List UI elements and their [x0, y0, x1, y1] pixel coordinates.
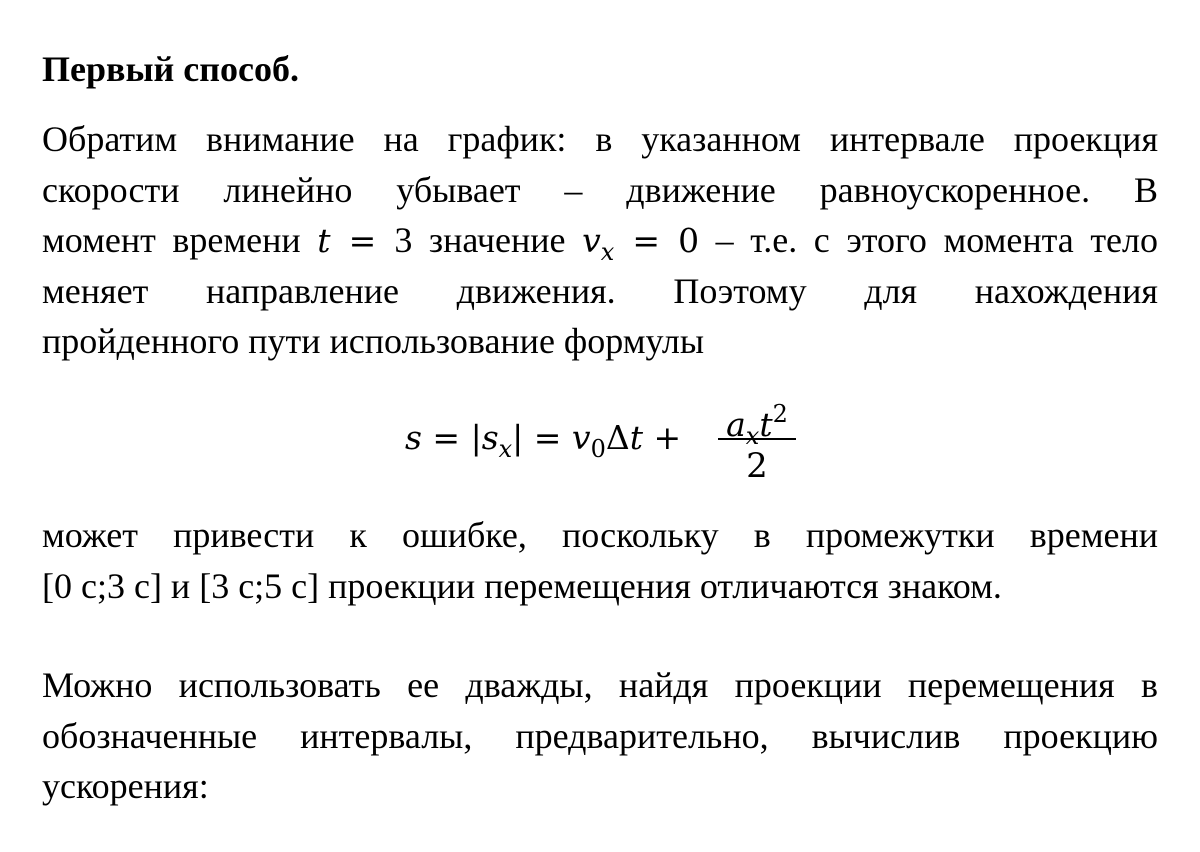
- math-variable-t: t: [317, 221, 331, 260]
- numerator-superscript-2: 2: [772, 400, 788, 428]
- paragraph-3-line-1: Можно использовать ее дважды, найдя проекции перемещения в: [42, 665, 1158, 705]
- formula-plus: +: [642, 418, 682, 457]
- fraction-denominator: 2: [746, 446, 768, 486]
- formula-delta: Δ: [605, 418, 630, 457]
- fraction-numerator: [718, 392, 796, 450]
- formula-s: s: [405, 418, 422, 457]
- paragraph-1: [42, 114, 1158, 367]
- numerator-subscript-x: x: [745, 422, 760, 450]
- section-heading: Первый способ.: [42, 49, 299, 89]
- paragraph-2-line-1: может привести к ошибке, поскольку в промежутки времени: [42, 515, 1158, 555]
- numerator-t: t: [759, 405, 773, 444]
- math-value-3: 3: [394, 220, 413, 260]
- formula-abs-close-equals: | =: [512, 418, 572, 457]
- formula-fraction: [718, 392, 796, 488]
- paragraph-1-line-2: скорости линейно убывает – движение равноускоренное. В: [42, 169, 1158, 210]
- formula-t: t: [629, 418, 643, 457]
- text-fragment: значение: [412, 220, 583, 260]
- formula-s-projection: s: [481, 418, 499, 457]
- paragraph-2: [42, 510, 1158, 611]
- formula-equals-abs-open: = |: [421, 418, 482, 457]
- text-fragment: – т.е. с этого момента тело: [699, 220, 1158, 260]
- paragraph-2-line-2: [0 с;3 с] и [3 с;5 с] проекции перемещения отличаются знаком.: [42, 565, 1002, 606]
- paragraph-1-line-1: Обратим внимание на график: в указанном интервале проекция: [42, 119, 1158, 159]
- formula-left-side: [405, 418, 681, 463]
- paragraph-1-line-3: [42, 215, 1158, 266]
- paragraph-1-line-5: пройденного пути использование формулы: [42, 321, 705, 361]
- paragraph-3-line-3: ускорения:: [42, 766, 209, 806]
- formula-v: v: [571, 418, 591, 457]
- text-fragment: момент времени: [42, 220, 318, 260]
- formula-subscript-0: 0: [590, 435, 606, 463]
- math-value-0: 0: [678, 221, 700, 260]
- paragraph-3-line-2: обозначенные интервалы, предварительно, вычислив проекцию: [42, 715, 1158, 756]
- math-variable-v: v: [582, 221, 601, 260]
- numerator-a: a: [726, 405, 746, 444]
- paragraph-3: [42, 660, 1158, 812]
- paragraph-1-line-4: меняет направление движения. Поэтому для нахождения: [42, 270, 1158, 311]
- formula-subscript-x: x: [498, 435, 513, 463]
- math-subscript-x: x: [600, 238, 615, 266]
- math-equals: =: [330, 221, 395, 260]
- math-equals: =: [614, 221, 679, 260]
- display-formula: [405, 392, 825, 492]
